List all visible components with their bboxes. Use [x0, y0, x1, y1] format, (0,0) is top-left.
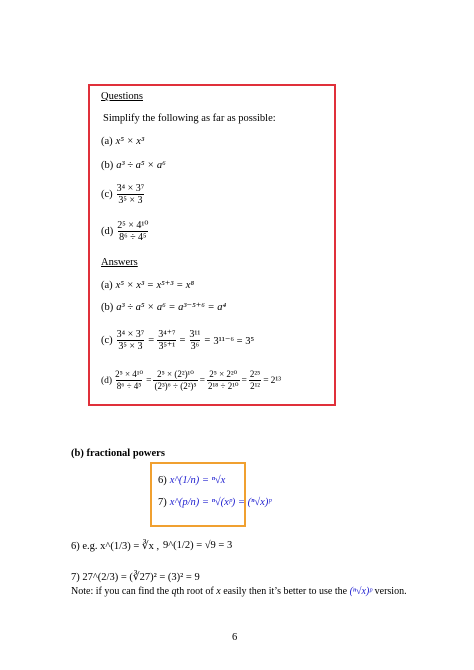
- instruction-text: Simplify the following as far as possible:: [103, 113, 276, 124]
- note-text: Note: if you can find the qth root of x easily then it’s better to use the (ⁿ√x)ᵖ version.: [71, 586, 407, 597]
- answer-c: (c) $\frac{\text{3⁴ × 3⁷}}{\text{3⁵ × 3}}$ = $\frac{\text{3⁴⁺⁷}}{\text{3⁵⁺¹}}$ = $\frac{\text{3¹¹}}{\text{3⁶}}$ = 3¹¹⁻⁶ = 3⁵: [101, 329, 255, 352]
- example-7: 7) 27^(2/3) = (∛27)² = (3)² = 9: [71, 572, 200, 583]
- page-number: 6: [232, 632, 238, 643]
- question-c-fraction: $\frac{\text{3⁴ × 3⁷}}{\text{3⁵ × 3}}$: [116, 183, 145, 206]
- answer-b: (b) a³ ÷ a⁵ × a⁶ = a³⁻⁵⁺⁶ = a⁴: [101, 301, 227, 313]
- rules-box: [150, 462, 246, 527]
- questions-heading: Questions: [101, 91, 143, 102]
- section-title: (b) fractional powers: [71, 448, 165, 459]
- question-c: (c) $\frac{\text{3⁴ × 3⁷}}{\text{3⁵ × 3}}$: [101, 183, 145, 206]
- answer-d: (d) $\frac{\text{2⁵ × 4¹⁰}}{\text{8⁶ ÷ 4⁵}}$ = $\frac{\text{2⁵ × (2²)¹⁰}}{\text{(2³)⁶ ÷ (2²)⁵}}$ = $\frac{\text{2⁵ × 2²⁰}}{\text{2¹⁸ ÷ 2¹⁰}}$ = $\frac{\text{2²⁵}}{\text{2¹²}}$ = 2¹³: [101, 369, 282, 391]
- answers-heading: Answers: [101, 257, 138, 268]
- question-b: (b) a³ ÷ a⁵ × a⁶: [101, 160, 166, 171]
- example-6b: 9^(1/2) = √9 = 3: [163, 540, 233, 551]
- example-6: 6) e.g. x^(1/3) = ∛x ,: [71, 541, 160, 552]
- question-a: (a) x⁵ × x³: [101, 136, 145, 147]
- question-d-fraction: $\frac{\text{2⁵ × 4¹⁰}}{\text{8⁶ ÷ 4⁵}}$: [117, 220, 149, 243]
- answer-a: (a) x⁵ × x³ = x⁵⁺³ = x⁸: [101, 279, 195, 291]
- rule-6: 6) x^(1/n) = ⁿ√x: [158, 475, 226, 486]
- questions-answers-box: [88, 84, 336, 406]
- rule-7: 7) x^(p/n) = ⁿ√(xᵖ) = (ⁿ√x)ᵖ: [158, 497, 272, 508]
- question-d: (d) $\frac{\text{2⁵ × 4¹⁰}}{\text{8⁶ ÷ 4⁵}}$: [101, 220, 149, 243]
